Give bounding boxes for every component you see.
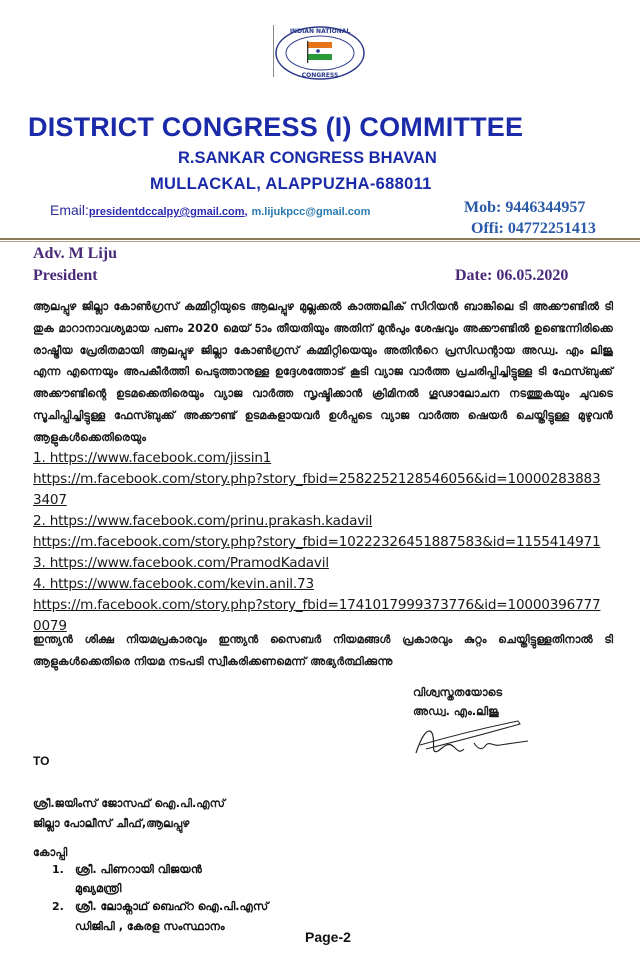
link-item[interactable]: 3. https://www.facebook.com/PramodKadavil — [33, 555, 329, 571]
logo-text-bottom: CONGRESS — [301, 72, 339, 79]
copy-item-number: 2. — [52, 900, 64, 913]
handwritten-signature — [408, 715, 538, 760]
congress-logo — [272, 22, 368, 84]
link-item[interactable]: https://m.facebook.com/story.php?story_fbid=10222326451887583&id=1155414971 — [33, 534, 601, 550]
mobile-number: Mob: 9446344957 — [464, 199, 586, 216]
copy-item-line-1: ശ്രീ. ലോക്നാഥ് ബെഹ്റ ഐ.പി.എസ് — [75, 900, 269, 913]
flag-white — [308, 48, 332, 54]
link-item[interactable]: https://m.facebook.com/story.php?story_fbid=1741017999373776&id=10000396777 — [33, 597, 601, 613]
link-item[interactable]: 2. https://www.facebook.com/prinu.prakash.kadavil — [33, 513, 373, 529]
office-number: Offi: 04772251413 — [471, 220, 596, 237]
header-divider-thin — [0, 241, 640, 242]
sender-designation: President — [33, 267, 98, 284]
link-item-continuation[interactable]: 0079 — [33, 618, 67, 634]
logo-text-top: INDIAN NATIONAL — [289, 28, 351, 35]
email-primary-link[interactable]: presidentdccalpy@gmail.com — [88, 206, 245, 218]
email-row — [50, 202, 370, 218]
copy-item-line-1: ശ്രീ. പിണറായി വിജയൻ — [75, 863, 202, 876]
body-paragraph-1: ആലപ്പുഴ ജില്ലാ കോൺഗ്രസ് കമ്മിറ്റിയുടെ ആലപ്പുഴ മുല്ലക്കൽ കാത്തലിക് സിറിയൻ ബാങ്കിലെ ടി അക്കൗണ്ടിൽ ടി തുക മാറാനാവശ്യമായ പണം 2020 മെയ് 5ാം തീയതിയും അതിന് മുൻപും ശേഷവും അക്കൗണ്ടിൽ ഉണ്ടെന്നിരിക്കെ രാഷ്ട്രീയ പ്രേരിതമായി ആലപ്പുഴ ജില്ലാ കോൺഗ്രസ് കമ്മിറ്റിയെയും അതിൻറെ പ്രസിഡന്റായ അഡ്വ. എം ലിജു എന്ന എന്നെയും അപകീർത്തി പെടുത്താനുള്ള ഉദ്ദേശത്തോട് കൂടി വ്യാജ വാർത്ത പ്രചരിപ്പിച്ചിട്ടുള്ള ടി ഫേസ്ബുക്ക് അക്കൗണ്ടിന്റെ ഉടമക്കെതിരെയും വ്യാജ വാർത്ത സൃഷ്ടിക്കാൻ ക്രിമിനൽ ഗൂഢാലോചന നടത്തുകയും ചുവടെ സൂചിപ്പിച്ചിട്ടുള്ള ഫേസ്ബുക്ക് അക്കൗണ്ട് ഉടമകളായവർ ഉൾപ്പടെ വ്യാജ വാർത്ത ഷെയർ ചെയ്തിട്ടുള്ള മുഴുവൻ ആളുകൾക്കെതിരെയും — [33, 300, 613, 444]
email-secondary[interactable]: m.lijukpcc@gmail.com — [251, 206, 371, 218]
recipient-line-1: ശ്രീ.ജയിംസ് ജോസഫ് ഐ.പി.എസ് — [33, 797, 226, 810]
recipient-line-2: ജില്ലാ പോലീസ് ചീഫ്,ആലപ്പുഴ — [33, 817, 190, 830]
link-item-continuation[interactable]: 3407 — [33, 492, 67, 508]
link-item[interactable]: 4. https://www.facebook.com/kevin.anil.73 — [33, 576, 314, 592]
sender-name: Adv. M Liju — [33, 245, 118, 262]
flag-saffron — [308, 42, 332, 48]
copy-item-number: 1. — [52, 863, 64, 876]
address-line-1: R.SANKAR CONGRESS BHAVAN — [178, 149, 437, 167]
address-line-2: MULLACKAL, ALAPPUZHA-688011 — [150, 175, 432, 193]
facebook-links — [33, 448, 633, 637]
copy-item-line-2: ഡിജിപി , കേരള സംസ്ഥാനം — [75, 920, 225, 933]
body-paragraph-2: ഇന്ത്യൻ ശിക്ഷ നിയമപ്രകാരവും ഇന്ത്യൻ സൈബർ നിയമങ്ങൾ പ്രകാരവും കുറ്റം ചെയ്തിട്ടുള്ളതിനാൽ ടി ആളുകൾക്കെതിരെ നിയമ നടപടി സ്വീകരിക്കണമെന്ന് അഭ്യർത്ഥിക്കുന്നു — [33, 633, 613, 668]
to-label: TO — [33, 754, 50, 768]
copy-label: കോപ്പി — [33, 846, 68, 859]
link-item[interactable]: 1. https://www.facebook.com/jissin1 — [33, 450, 272, 466]
letter-date: Date: 06.05.2020 — [455, 267, 569, 284]
header-divider — [0, 238, 640, 240]
email-label: Email: — [50, 202, 89, 218]
closing-salutation: വിശ്വസ്തതയോടെ — [413, 686, 503, 699]
email-separator: , — [244, 206, 248, 218]
copy-item-line-2: മുഖ്യമന്ത്രി — [75, 882, 122, 895]
flag-green — [308, 54, 332, 60]
page-number: Page-2 — [305, 929, 351, 945]
signer-name: അഡ്വ. എം.ലിജു — [413, 705, 499, 718]
link-item[interactable]: https://m.facebook.com/story.php?story_fbid=2582252128546056&id=10000283883 — [33, 471, 601, 487]
organization-title: DISTRICT CONGRESS (I) COMMITTEE — [28, 112, 524, 142]
